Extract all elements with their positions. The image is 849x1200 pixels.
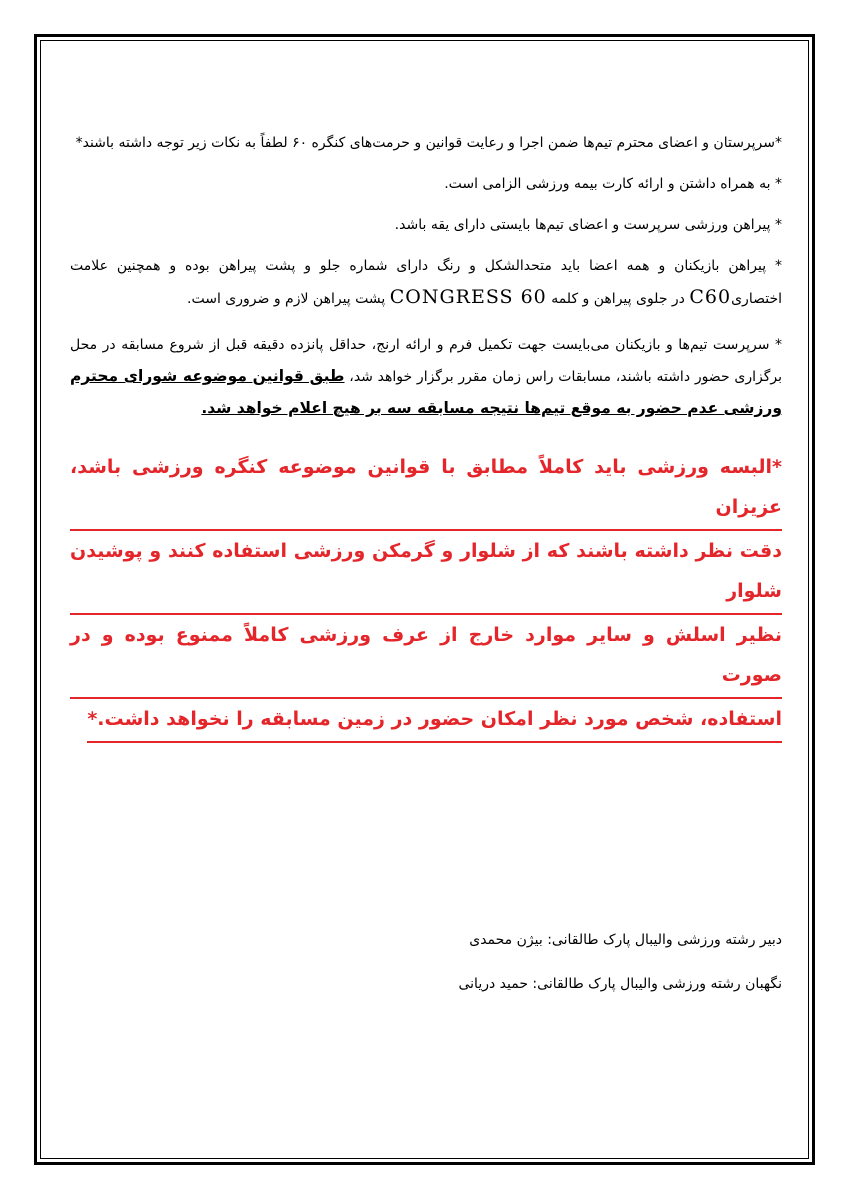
uniform-rule-text-c: پشت پیراهن لازم و ضروری است. (187, 291, 386, 307)
warning-line: دقت نظر داشته باشند که از شلوار و گرمکن ورزشی استفاده کنند و پوشیدن شلوار (70, 531, 782, 615)
warning-line: نظیر اسلش و سایر موارد خارج از عرف ورزشی کاملاً ممنوع بوده و در صورت (70, 615, 782, 699)
dress-code-warning (70, 447, 782, 743)
insurance-rule: * به همراه داشتن و ارائه کارت بیمه ورزشی الزامی است. (444, 176, 782, 192)
intro-paragraph: *سرپرستان و اعضای محترم تیم‌ها ضمن اجرا و رعایت قوانین و حرمت‌های کنگره ۶۰ لطفاً به نکات زیر توجه داشته باشند* (75, 135, 782, 151)
secretary-signature: دبیر رشته ورزشی والیبال پارک طالقانی: بیژن محمدی (469, 932, 782, 948)
c60-logo-text: C60 (689, 286, 732, 308)
document-body (70, 128, 782, 743)
congress-60-logo-text: CONGRESS 60 (389, 286, 547, 308)
warning-line: *البسه ورزشی باید کاملاً مطابق با قوانین موضوعه کنگره ورزشی باشد، عزیزان (70, 447, 782, 531)
attendance-rule (70, 330, 782, 425)
collar-rule: * پیراهن ورزشی سرپرست و اعضای تیم‌ها بایستی دارای یقه باشد. (394, 217, 782, 233)
uniform-rule-text-b: در جلوی پیراهن و کلمه (551, 291, 685, 307)
guardian-signature: نگهبان رشته ورزشی والیبال پارک طالقانی: حمید دریانی (458, 976, 782, 992)
attendance-rule-text: * سرپرست تیم‌ها و بازیکنان می‌بایست جهت تکمیل فرم و ارائه ارنج، حداقل پانزده دقیقه قبل از شروع مسابقه در محل برگزاری حضور داشته باشند، مسابقات راس زمان مقرر برگزار خواهد شد، (70, 337, 782, 385)
uniform-rule (70, 251, 782, 315)
attendance-penalty-text: طبق قوانین موضوعه شورای محترم ورزشی عدم حضور به موقع تیم‌ها نتیجه مسابقه سه بر هیچ اعلام خواهد شد. (70, 367, 782, 417)
warning-line: استفاده، شخص مورد نظر امکان حضور در زمین مسابقه را نخواهد داشت.* (87, 699, 782, 743)
uniform-rule-text-a: * پیراهن بازیکنان و همه اعضا باید متحدالشکل و رنگ دارای شماره جلو و پشت پیراهن بوده و همچنین علامت اختصاری (70, 258, 782, 307)
signature-block (70, 928, 782, 1016)
